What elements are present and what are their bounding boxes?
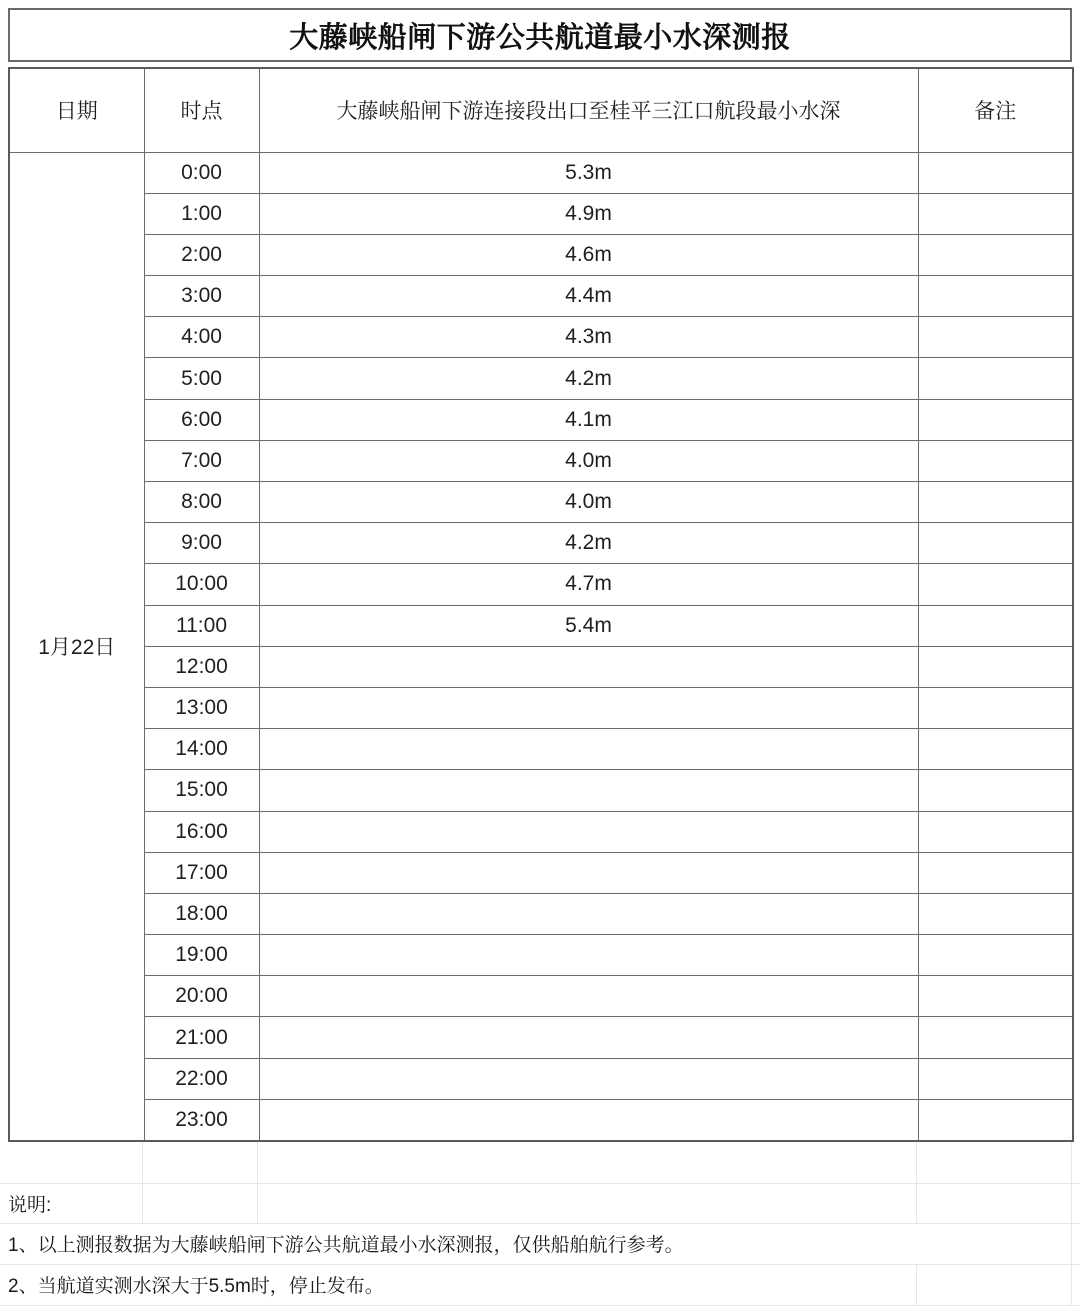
time-cell: 23:00 <box>144 1099 259 1140</box>
time-cell: 19:00 <box>144 935 259 976</box>
remark-cell <box>918 976 1073 1017</box>
table-row <box>9 729 1073 770</box>
depth-cell: 4.1m <box>259 399 918 440</box>
table-row <box>9 193 1073 234</box>
depth-report-table <box>8 67 1074 1142</box>
time-cell: 18:00 <box>144 893 259 934</box>
depth-cell: 4.2m <box>259 523 918 564</box>
remark-cell <box>918 358 1073 399</box>
time-cell: 6:00 <box>144 399 259 440</box>
remark-cell <box>918 564 1073 605</box>
depth-cell <box>259 646 918 687</box>
note-row-2 <box>0 1265 1080 1306</box>
table-row <box>9 811 1073 852</box>
report-title: 大藤峡船闸下游公共航道最小水深测报 <box>8 8 1072 62</box>
header-row <box>9 68 1073 152</box>
time-cell: 11:00 <box>144 605 259 646</box>
remark-cell <box>918 893 1073 934</box>
time-cell: 7:00 <box>144 440 259 481</box>
note-2: 2、当航道实测水深大于5.5m时，停止发布。 <box>0 1265 917 1305</box>
table-row <box>9 523 1073 564</box>
time-cell: 14:00 <box>144 729 259 770</box>
table-row <box>9 358 1073 399</box>
remark-cell <box>918 193 1073 234</box>
depth-cell: 4.0m <box>259 482 918 523</box>
table-row <box>9 770 1073 811</box>
depth-cell: 4.9m <box>259 193 918 234</box>
table-row <box>9 152 1073 193</box>
depth-cell <box>259 687 918 728</box>
time-cell: 8:00 <box>144 482 259 523</box>
remark-cell <box>918 852 1073 893</box>
time-cell: 16:00 <box>144 811 259 852</box>
depth-cell <box>259 976 918 1017</box>
table-row <box>9 276 1073 317</box>
remark-cell <box>918 317 1073 358</box>
time-cell: 3:00 <box>144 276 259 317</box>
depth-cell <box>259 729 918 770</box>
depth-cell: 5.4m <box>259 605 918 646</box>
depth-cell <box>259 1058 918 1099</box>
remark-cell <box>918 440 1073 481</box>
depth-cell: 4.0m <box>259 440 918 481</box>
time-cell: 5:00 <box>144 358 259 399</box>
depth-cell: 4.6m <box>259 234 918 275</box>
date-cell: 1月22日 <box>9 152 144 1141</box>
remark-cell <box>918 523 1073 564</box>
remark-cell <box>918 811 1073 852</box>
remark-cell <box>918 1058 1073 1099</box>
depth-cell: 4.3m <box>259 317 918 358</box>
table-row <box>9 976 1073 1017</box>
header-date: 日期 <box>9 68 144 152</box>
table-row <box>9 646 1073 687</box>
header-depth: 大藤峡船闸下游连接段出口至桂平三江口航段最小水深 <box>259 68 918 152</box>
table-row <box>9 605 1073 646</box>
remark-cell <box>918 1017 1073 1058</box>
time-cell: 15:00 <box>144 770 259 811</box>
table-row <box>9 935 1073 976</box>
table-row <box>9 1058 1073 1099</box>
table-row <box>9 852 1073 893</box>
depth-cell: 5.3m <box>259 152 918 193</box>
table-row <box>9 687 1073 728</box>
notes-label-row <box>0 1184 1080 1224</box>
remark-cell <box>918 152 1073 193</box>
depth-cell <box>259 852 918 893</box>
time-cell: 2:00 <box>144 234 259 275</box>
table-row <box>9 440 1073 481</box>
time-cell: 20:00 <box>144 976 259 1017</box>
remark-cell <box>918 399 1073 440</box>
table-row <box>9 564 1073 605</box>
remark-cell <box>918 276 1073 317</box>
table-row <box>9 482 1073 523</box>
depth-cell <box>259 1017 918 1058</box>
table-row <box>9 1017 1073 1058</box>
time-cell: 9:00 <box>144 523 259 564</box>
remark-cell <box>918 234 1073 275</box>
remark-cell <box>918 1099 1073 1140</box>
time-cell: 10:00 <box>144 564 259 605</box>
table-row <box>9 893 1073 934</box>
table-row <box>9 1099 1073 1140</box>
remark-cell <box>918 729 1073 770</box>
header-time: 时点 <box>144 68 259 152</box>
header-remark: 备注 <box>918 68 1073 152</box>
time-cell: 21:00 <box>144 1017 259 1058</box>
depth-cell: 4.4m <box>259 276 918 317</box>
note-1: 1、以上测报数据为大藤峡船闸下游公共航道最小水深测报，仅供船舶航行参考。 <box>0 1224 1072 1264</box>
table-row <box>9 317 1073 358</box>
time-cell: 12:00 <box>144 646 259 687</box>
table-row <box>9 234 1073 275</box>
time-cell: 22:00 <box>144 1058 259 1099</box>
time-cell: 1:00 <box>144 193 259 234</box>
time-cell: 0:00 <box>144 152 259 193</box>
remark-cell <box>918 482 1073 523</box>
remark-cell <box>918 605 1073 646</box>
depth-cell <box>259 893 918 934</box>
depth-cell <box>259 1099 918 1140</box>
time-cell: 17:00 <box>144 852 259 893</box>
remark-cell <box>918 935 1073 976</box>
depth-cell: 4.2m <box>259 358 918 399</box>
depth-cell <box>259 935 918 976</box>
notes-label: 说明: <box>0 1184 143 1223</box>
remark-cell <box>918 770 1073 811</box>
notes-section <box>0 1142 1080 1306</box>
time-cell: 4:00 <box>144 317 259 358</box>
time-cell: 13:00 <box>144 687 259 728</box>
depth-cell <box>259 770 918 811</box>
depth-cell <box>259 811 918 852</box>
depth-cell: 4.7m <box>259 564 918 605</box>
empty-grid-row <box>0 1142 1080 1184</box>
table-row <box>9 399 1073 440</box>
remark-cell <box>918 646 1073 687</box>
note-row-1 <box>0 1224 1080 1265</box>
remark-cell <box>918 687 1073 728</box>
